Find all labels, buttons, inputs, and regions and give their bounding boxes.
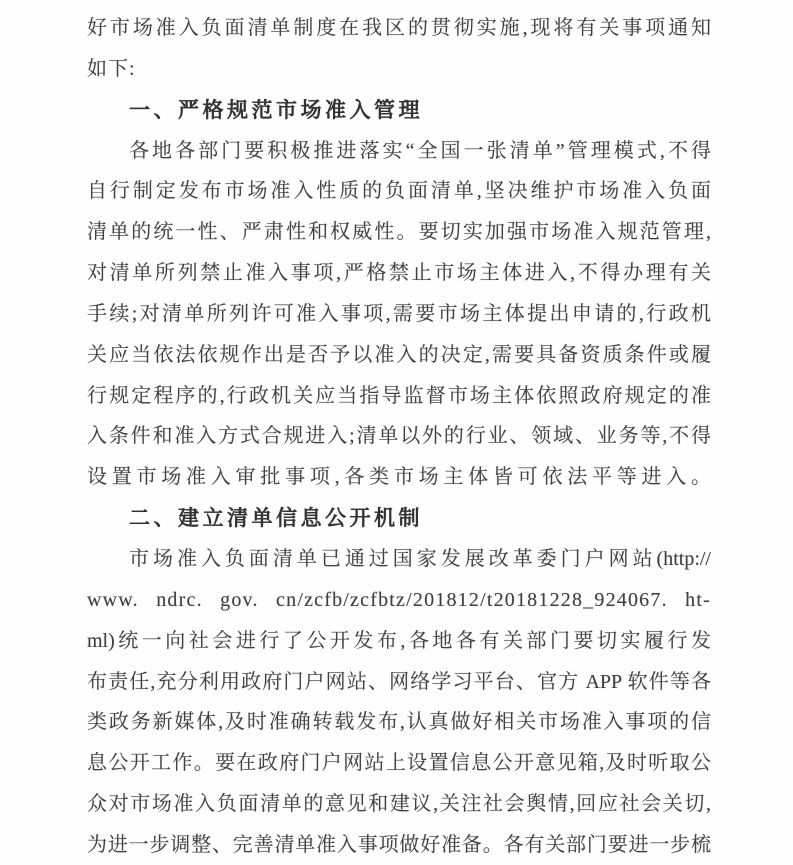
body-line: 息公开工作。要在政府门户网站上设置信息公开意见箱,及时听取公 — [87, 752, 711, 775]
section-heading-2: 二、建立清单信息公开机制 — [129, 506, 423, 531]
body-line: 行规定程序的,行政机关应当指导监督市场主体依照政府规定的准 — [87, 384, 711, 407]
url-line: www. ndrc. gov. cn/zcfb/zcfbtz/201812/t20181228_924067. ht- — [87, 588, 711, 611]
body-line: ml)统一向社会进行了公开发布,各地各有关部门要切实履行发 — [87, 629, 711, 652]
body-line: 设置市场准入审批事项,各类市场主体皆可依法平等进入。 — [87, 466, 711, 489]
body-line: 关应当依法依规作出是否予以准入的决定,需要具备资质条件或履 — [87, 343, 711, 366]
body-line: 好市场准入负面清单制度在我区的贯彻实施,现将有关事项通知 — [87, 17, 711, 39]
document-text-block — [87, 8, 711, 865]
body-line: 各地各部门要积极推进落实“全国一张清单”管理模式,不得 — [129, 139, 711, 162]
body-line: 自行制定发布市场准入性质的负面清单,坚决维护市场准入负面 — [87, 180, 711, 203]
body-line: 为进一步调整、完善清单准入事项做好准备。各有关部门要进一步梳 — [87, 833, 711, 856]
body-line: 入条件和准入方式合规进入;清单以外的行业、领域、业务等,不得 — [87, 425, 711, 448]
body-line: 众对市场准入负面清单的意见和建议,关注社会舆情,回应社会关切, — [87, 793, 711, 816]
body-line: 市场准入负面清单已通过国家发展改革委门户网站(http:// — [129, 547, 711, 570]
body-line: 对清单所列禁止准入事项,严格禁止市场主体进入,不得办理有关 — [87, 262, 711, 285]
body-line: 类政务新媒体,及时准确转载发布,认真做好相关市场准入事项的信 — [87, 711, 711, 734]
section-heading-1: 一、严格规范市场准入管理 — [129, 97, 423, 122]
body-line: 手续;对清单所列许可准入事项,需要市场主体提出申请的,行政机 — [87, 302, 711, 325]
body-line: 布责任,充分利用政府门户网站、网络学习平台、官方 APP 软件等各 — [87, 670, 711, 693]
body-line: 如下: — [87, 57, 136, 80]
body-line: 清单的统一性、严肃性和权威性。要切实加强市场准入规范管理, — [87, 221, 711, 244]
